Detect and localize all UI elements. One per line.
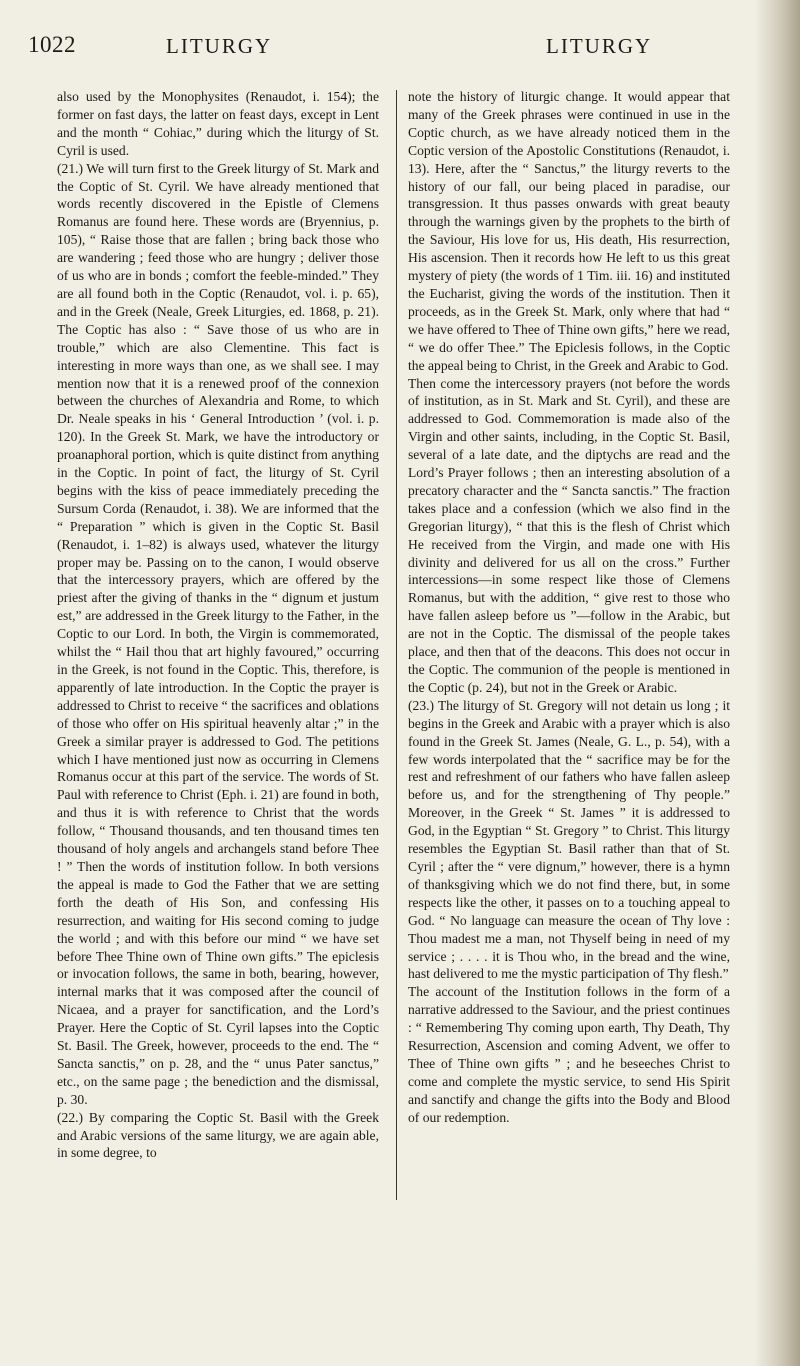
paragraph: also used by the Monophysites (Renaudot, i. 154); the former on fast days, the latter on feast days, except in Lent and the month “ Cohiac,” during which the liturgy of St. Cyril is used. (57, 89, 379, 158)
left-column (57, 88, 379, 1162)
paragraph: (23.) The liturgy of St. Gregory will not detain us long ; it begins in the Greek and Arabic with a prayer which is also found in the Greek St. James (Neale, G. L., p. 54), with a few words interpolated that the “ sacrifice may be for the rest and refreshment of our fathers who have fallen asleep before us, and for the strengthening of Thy people.” Moreover, in the Greek “ St. James ” it is addressed to God, in the Egyptian “ St. Gregory ” to Christ. This liturgy resembles the Egyptian St. Basil rather than that of St. Cyril ; after the “ vere dignum,” however, there is a hymn of thanksgiving which we do not find there, but, in some respects like the other, it passes on to a touching appeal to God. “ No language can measure the ocean of Thy love : Thou madest me a man, not Thyself being in need of my service ; . . . . it is Thou who, in the bread and the wine, hast delivered to me the mystic participation of Thy flesh.” (408, 697, 730, 982)
binding-gutter-shadow (754, 0, 800, 1366)
paragraph: (21.) We will turn first to the Greek liturgy of St. Mark and the Coptic of St. Cyril. We have already mentioned that words recently discovered in the Epistle of Clemens Romanus are found here. These words are (Bryennius, p. 105), “ Raise those that are fallen ; bring back those who are wandering ; feed those who are hungry ; deliver those of us who are in bonds ; comfort the feeble-minded.” They are all found both in the Coptic (Renaudot, vol. i. p. 65), and in the Greek (Neale, Greek Liturgies, ed. 1868, p. 21). The Coptic has also : “ Save those of us who are in trouble,” which are also Clementine. This fact is interesting in more ways than one, as we shall see. I may mention now that it is a renewed proof of the connexion between the churches of Alexandria and Rome, to which Dr. Neale speaks in his ‘ General Introduction ’ (vol. i. p. 120). In the Greek St. Mark, we have the introductory or proanaphoral portion, which is quite distinct from anything in the Coptic. In point of fact, the liturgy of St. Cyril begins with the kiss of peace immediately preceding the Sursum Corda (Renaudot, i. 38). We are informed that the “ Preparation ” which is given in the Coptic St. Basil (Renaudot, i. 1–82) is always used, whatever the liturgy proper may be. Passing on to the canon, I would observe that the intercessory prayers, which are offered by the priest after the giving of thanks in the “ dignum et justum est,” are addressed in the Greek liturgy to the Father, in the Coptic to our Lord. In both, the Virgin is commemorated, whilst the “ Hail thou that art highly favoured,” occurring in the Greek, is not found in the Coptic. This, therefore, is apparently of late introduction. In the Coptic the prayer is addressed to Christ to receive “ the sacrifices and oblations of those who offer on His spiritual heavenly altar ;” in the Greek a similar prayer is addressed to God. The petitions which I have mentioned just now as occurring in Clemens Romanus occur at this part of the service. The words of St. Paul with reference to Christ (Eph. i. 21) are found in both, and thus it is with reference to Christ that the words follow, “ Thousand thousands, and ten thousand times ten thousand of holy angels and archangels stand before Thee ! ” Then the words of institution follow. In both versions the appeal is made to God the Father that we are setting forth the death of His Son, and confessing His resurrection, and waiting for His second coming to judge the world ; and with this before our mind “ we have set before Thee Thine own of Thine own gifts.” The epiclesis or invocation follows, the same in both, bearing, however, internal marks that it was composed after the council of Nicaea, and a prayer for sanctification, and the Lord’s Prayer. Here the Coptic of St. Cyril lapses into the Coptic St. Basil. The Greek, however, proceeds to the end. The “ Sancta sanctis,” on p. 28, and the “ unus Pater sanctus,” etc., on the same page ; the benediction and the dismissal, p. 30. (57, 160, 379, 1107)
column-divider (396, 90, 397, 1200)
page-number: 1022 (28, 32, 76, 57)
running-head-right: LITURGY (546, 34, 653, 58)
running-head-left: LITURGY (166, 34, 273, 58)
right-column (408, 88, 730, 1127)
page-header (0, 32, 800, 72)
paragraph: (22.) By comparing the Coptic St. Basil with the Greek and Arabic versions of the same liturgy, we are again able, in some degree, to (57, 1109, 379, 1161)
paragraph: note the history of liturgic change. It would appear that many of the Greek phrases were continued in use in the Coptic church, as we have already noticed them in the Coptic version of the Apostolic Constitutions (Renaudot, i. 13). Here, after the “ Sanctus,” the liturgy reverts to the history of our fall, our being placed in paradise, our transgression. It thus passes onwards with great beauty through the warnings given by the prophets to the birth of the Saviour, His love for us, His death, His resurrection, His ascension. Then it records how He left to us this great mystery of piety (the words of 1 Tim. iii. 16) and instituted the Eucharist, giving the words of the institution. Then it proceeds, as in the Greek St. Mark, only where that had “ we have offered to Thee of Thine own gifts,” here we read, “ we do offer Thee.” The Epiclesis follows, in the Coptic the appeal being to Christ, in the Greek and Arabic to God. (408, 89, 730, 373)
paragraph: The account of the Institution follows in the form of a narrative addressed to the Saviour, and the priest continues : “ Remembering Thy coming upon earth, Thy Death, Thy Resurrection, Ascension and coming Advent, we offer to Thee of Thine own gifts ” ; and he beseeches Christ to come and complete the mystic service, to send His Spirit and sanctify and change the gifts into the Body and Blood of our redemption. (408, 984, 730, 1125)
paragraph: Then come the intercessory prayers (not before the words of institution, as in St. Mark and St. Cyril), and these are addressed to God. Commemoration is made also of the Virgin and other saints, including, in the Coptic St. Basil, several of a late date, and the diptychs are read and the Lord’s Prayer follows ; then an interesting absolution of a precatory character and the “ Sancta sanctis.” The fraction takes place and a confession (which we also find in the Gregorian liturgy), “ that this is the flesh of Christ which He received from the Virgin, and made one with His divinity and delivered for us all on the cross.” Further intercessions—in some respect like those of Clemens Romanus, but with the addition, “ give rest to those who have fallen asleep before us ”—follow in the Arabic, but are not in the Coptic. The dismissal of the people takes place, and then that of the deacons. This does not occur in the Coptic. The communion of the people is mentioned in the Coptic (p. 24), but not in the Greek or Arabic. (408, 375, 730, 695)
